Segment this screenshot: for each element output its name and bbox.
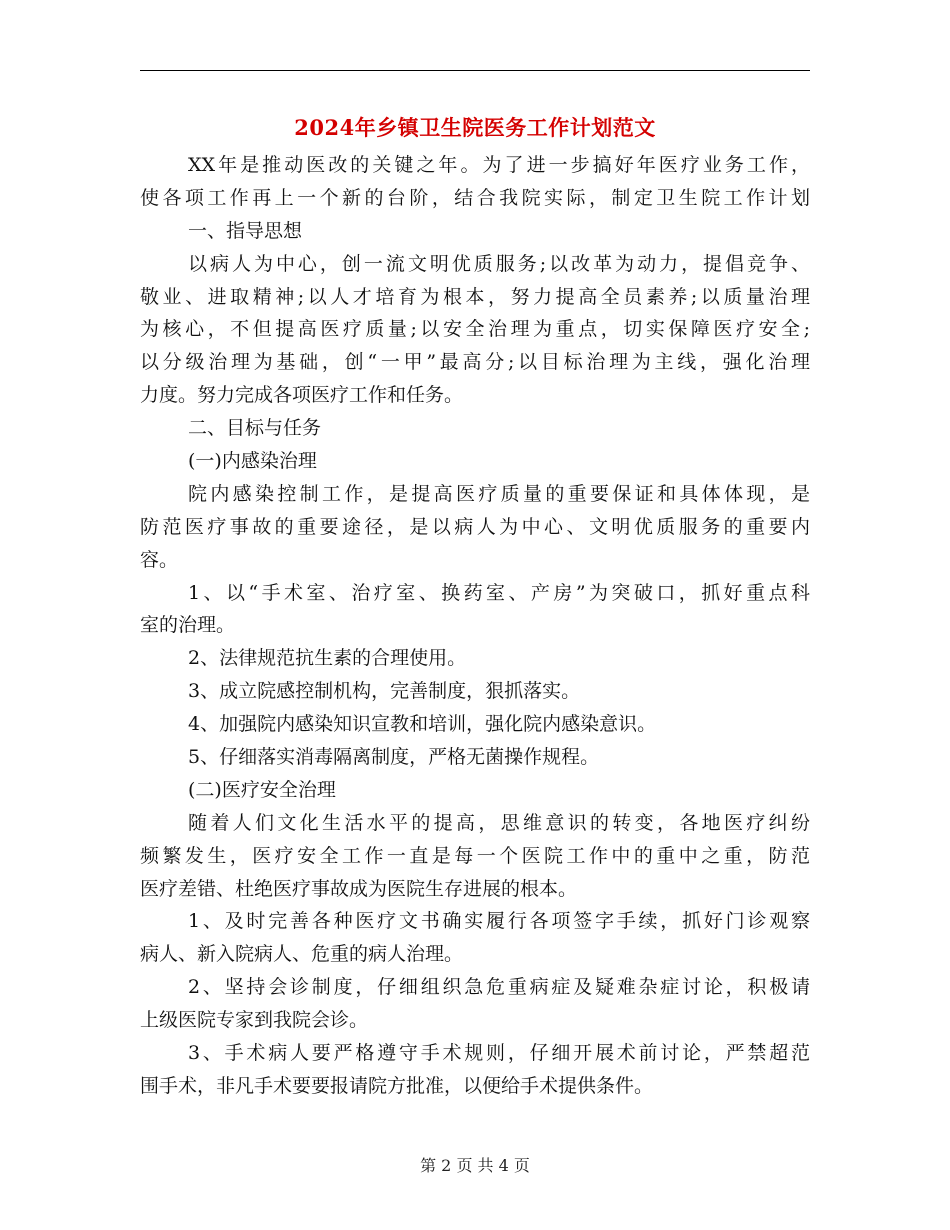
text-line: 2、法律规范抗生素的合理使用。 bbox=[188, 647, 467, 670]
text-line: 力度。努力完成各项医疗工作和任务。 bbox=[140, 384, 464, 407]
document-title: 2024年乡镇卫生院医务工作计划范文 bbox=[294, 115, 656, 140]
text-line: 病人、新入院病人、危重的病人治理。 bbox=[140, 943, 464, 966]
text-line: 4、加强院内感染知识宣教和培训，强化院内感染意识。 bbox=[188, 713, 657, 736]
text-line: 以分级治理为基础，创“一甲”最高分;以目标治理为主线，强化治理 bbox=[140, 351, 810, 374]
text-line: 3、成立院感控制机构，完善制度，狠抓落实。 bbox=[188, 680, 581, 703]
text-line: 室的治理。 bbox=[140, 614, 236, 637]
text-line: 医疗差错、杜绝医疗事故成为医院生存进展的根本。 bbox=[140, 877, 578, 900]
text-line: 为核心，不但提高医疗质量;以安全治理为重点，切实保障医疗安全; bbox=[140, 318, 810, 341]
text-line: 围手术，非凡手术要要报请院方批准，以便给手术提供条件。 bbox=[140, 1074, 654, 1097]
text-line: 使各项工作再上一个新的台阶，结合我院实际，制定卫生院工作计划 bbox=[140, 186, 810, 209]
text-line: 容。 bbox=[140, 548, 179, 571]
text-line: 敬业、进取精神;以人才培育为根本，努力提高全员素养;以质量治理 bbox=[140, 285, 810, 308]
text-line: 二、目标与任务 bbox=[188, 417, 322, 440]
text-line: 2、坚持会诊制度，仔细组织急危重病症及疑难杂症讨论，积极请 bbox=[188, 976, 810, 999]
text-line: (二)医疗安全治理 bbox=[188, 778, 336, 801]
page-footer: 第 2 页 共 4 页 bbox=[420, 1156, 530, 1175]
text-line: 一、指导思想 bbox=[188, 219, 303, 242]
text-line: 上级医院专家到我院会诊。 bbox=[140, 1009, 369, 1032]
text-line: 以病人为中心，创一流文明优质服务;以改革为动力，提倡竞争、 bbox=[188, 252, 810, 275]
text-line: 防范医疗事故的重要途径，是以病人为中心、文明优质服务的重要内 bbox=[140, 515, 810, 538]
text-line: XX年是推动医改的关键之年。为了进一步搞好年医疗业务工作， bbox=[188, 154, 810, 176]
document-body bbox=[140, 149, 810, 1103]
text-line: 随着人们文化生活水平的提高，思维意识的转变，各地医疗纠纷 bbox=[188, 811, 810, 834]
text-line: 5、仔细落实消毒隔离制度，严格无菌操作规程。 bbox=[188, 746, 600, 769]
text-line: 院内感染控制工作，是提高医疗质量的重要保证和具体体现，是 bbox=[188, 482, 810, 505]
text-line: 频繁发生，医疗安全工作一直是每一个医院工作中的重中之重，防范 bbox=[140, 844, 810, 867]
text-line: (一)内感染治理 bbox=[188, 450, 317, 473]
header-rule bbox=[140, 70, 810, 71]
text-line: 1、及时完善各种医疗文书确实履行各项签字手续，抓好门诊观察 bbox=[188, 910, 810, 933]
text-line: 1、以“手术室、治疗室、换药室、产房”为突破口，抓好重点科 bbox=[188, 581, 810, 604]
text-line: 3、手术病人要严格遵守手术规则，仔细开展术前讨论，严禁超范 bbox=[188, 1042, 810, 1065]
